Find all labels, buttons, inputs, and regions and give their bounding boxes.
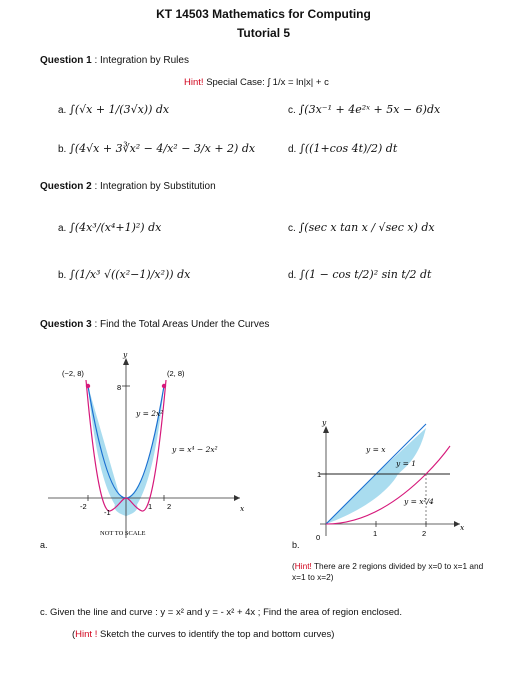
question-1-label: Question 1 <box>40 55 92 66</box>
part-label: b. <box>58 144 67 155</box>
q2-part-b <box>58 268 190 281</box>
label-x-neg2: -2 <box>80 502 87 511</box>
label-y-axis: y <box>322 418 327 427</box>
label-x-1: 1 <box>148 502 153 511</box>
label-y-tick: 1 <box>317 470 322 479</box>
hint-label: Hint! <box>184 77 204 88</box>
question-1-hint <box>184 77 329 88</box>
point-right <box>162 384 166 388</box>
label-origin: 0 <box>316 533 321 540</box>
integral-expression: ∫(4√x + 3∛x² − 4/x² − 3/x + 2) dx <box>69 142 256 155</box>
graph-b-hint: (Hint! There are 2 regions divided by x=0 to x=1 and x=1 to x=2) <box>292 561 484 582</box>
q2-part-d <box>288 268 431 281</box>
label-x-axis: x <box>240 504 245 513</box>
point-left <box>86 384 90 388</box>
question-2-topic: : Integration by Substitution <box>94 181 216 192</box>
q1-part-c <box>288 103 440 116</box>
integral-expression: ∫((1+cos 4t)/2) dt <box>299 142 398 155</box>
document-title: KT 14503 Mathematics for Computing <box>156 7 371 21</box>
part-label: d. <box>288 270 297 281</box>
q2-part-a <box>58 221 161 234</box>
question-2-label: Question 2 <box>40 181 92 192</box>
caption-not-to-scale: NOT TO SCALE <box>100 530 146 537</box>
integral-expression: ∫(1 − cos t/2)² sin t/2 dt <box>299 268 432 281</box>
document-subtitle: Tutorial 5 <box>236 26 291 40</box>
question-3-heading <box>40 319 269 330</box>
graph-b <box>300 418 470 540</box>
label-x-neg1: -1 <box>104 508 111 517</box>
part-label: d. <box>288 144 297 155</box>
hint-text: Sketch the curves to identify the top and bottom curves) <box>100 629 335 640</box>
label-pt-left: (−2, 8) <box>62 369 84 378</box>
q3-part-c-text: c. Given the line and curve : y = x² and y = - x² + 4x ; Find the area of region enclosed. <box>40 607 402 618</box>
shaded-region-1 <box>326 474 398 524</box>
integral-expression: ∫(3x⁻¹ + 4e²ˣ + 5x − 6)dx <box>298 103 441 116</box>
integral-expression: ∫(sec x tan x / √sec x) dx <box>298 221 435 234</box>
question-1-heading <box>40 55 189 66</box>
hint-text: There are 2 regions divided by x=0 to x=1 and x=1 to x=2) <box>292 561 484 582</box>
integral-expression: ∫(1/x³ √((x²−1)/x²)) dx <box>69 268 191 281</box>
part-label: a. <box>58 105 67 116</box>
hint-text: Special Case: ∫ 1/x = ln|x| + c <box>206 77 329 88</box>
part-label: a. <box>58 223 67 234</box>
q1-part-a <box>58 103 169 116</box>
hint-label: Hint ! <box>75 629 98 640</box>
hint-label: Hint! <box>294 561 312 571</box>
integral-expression: ∫(√x + 1/(3√x)) dx <box>69 103 170 116</box>
label-x-tick2: 2 <box>422 529 427 538</box>
label-curve2: y = x⁴ − 2x² <box>172 445 218 454</box>
label-line1: y = x <box>366 445 386 454</box>
label-y-axis: y <box>123 350 128 359</box>
part-label: c. <box>288 105 296 116</box>
question-3-label: Question 3 <box>40 319 92 330</box>
x-axis-arrow <box>234 495 240 501</box>
part-label: b. <box>58 270 67 281</box>
q3-part-c-hint: (Hint ! Sketch the curves to identify the top and bottom curves) <box>72 629 335 640</box>
part-label: c. <box>288 223 296 234</box>
graph-a-label: a. <box>40 540 48 550</box>
integral-expression: ∫(4x³/(x⁴+1)²) dx <box>69 221 162 234</box>
label-line2: y = 1 <box>396 459 417 468</box>
question-1-topic: : Integration by Rules <box>94 55 189 66</box>
question-2-heading <box>40 181 216 192</box>
label-x-2: 2 <box>167 502 172 511</box>
label-x-tick1: 1 <box>373 529 378 538</box>
label-y-tick: 8 <box>117 383 122 392</box>
label-curve: y = x²/4 <box>404 497 434 506</box>
y-axis-arrow <box>123 358 129 365</box>
q2-part-c <box>288 221 435 234</box>
graph-b-label: b. <box>292 540 300 550</box>
q1-part-d <box>288 142 397 155</box>
y-axis-arrow <box>323 426 329 433</box>
label-pt-right: (2, 8) <box>167 369 185 378</box>
graph-a <box>40 348 250 548</box>
question-3-topic: : Find the Total Areas Under the Curves <box>94 319 270 330</box>
label-x-axis: x <box>460 523 465 532</box>
q1-part-b <box>58 142 255 155</box>
label-curve1: y = 2x² <box>136 409 164 418</box>
